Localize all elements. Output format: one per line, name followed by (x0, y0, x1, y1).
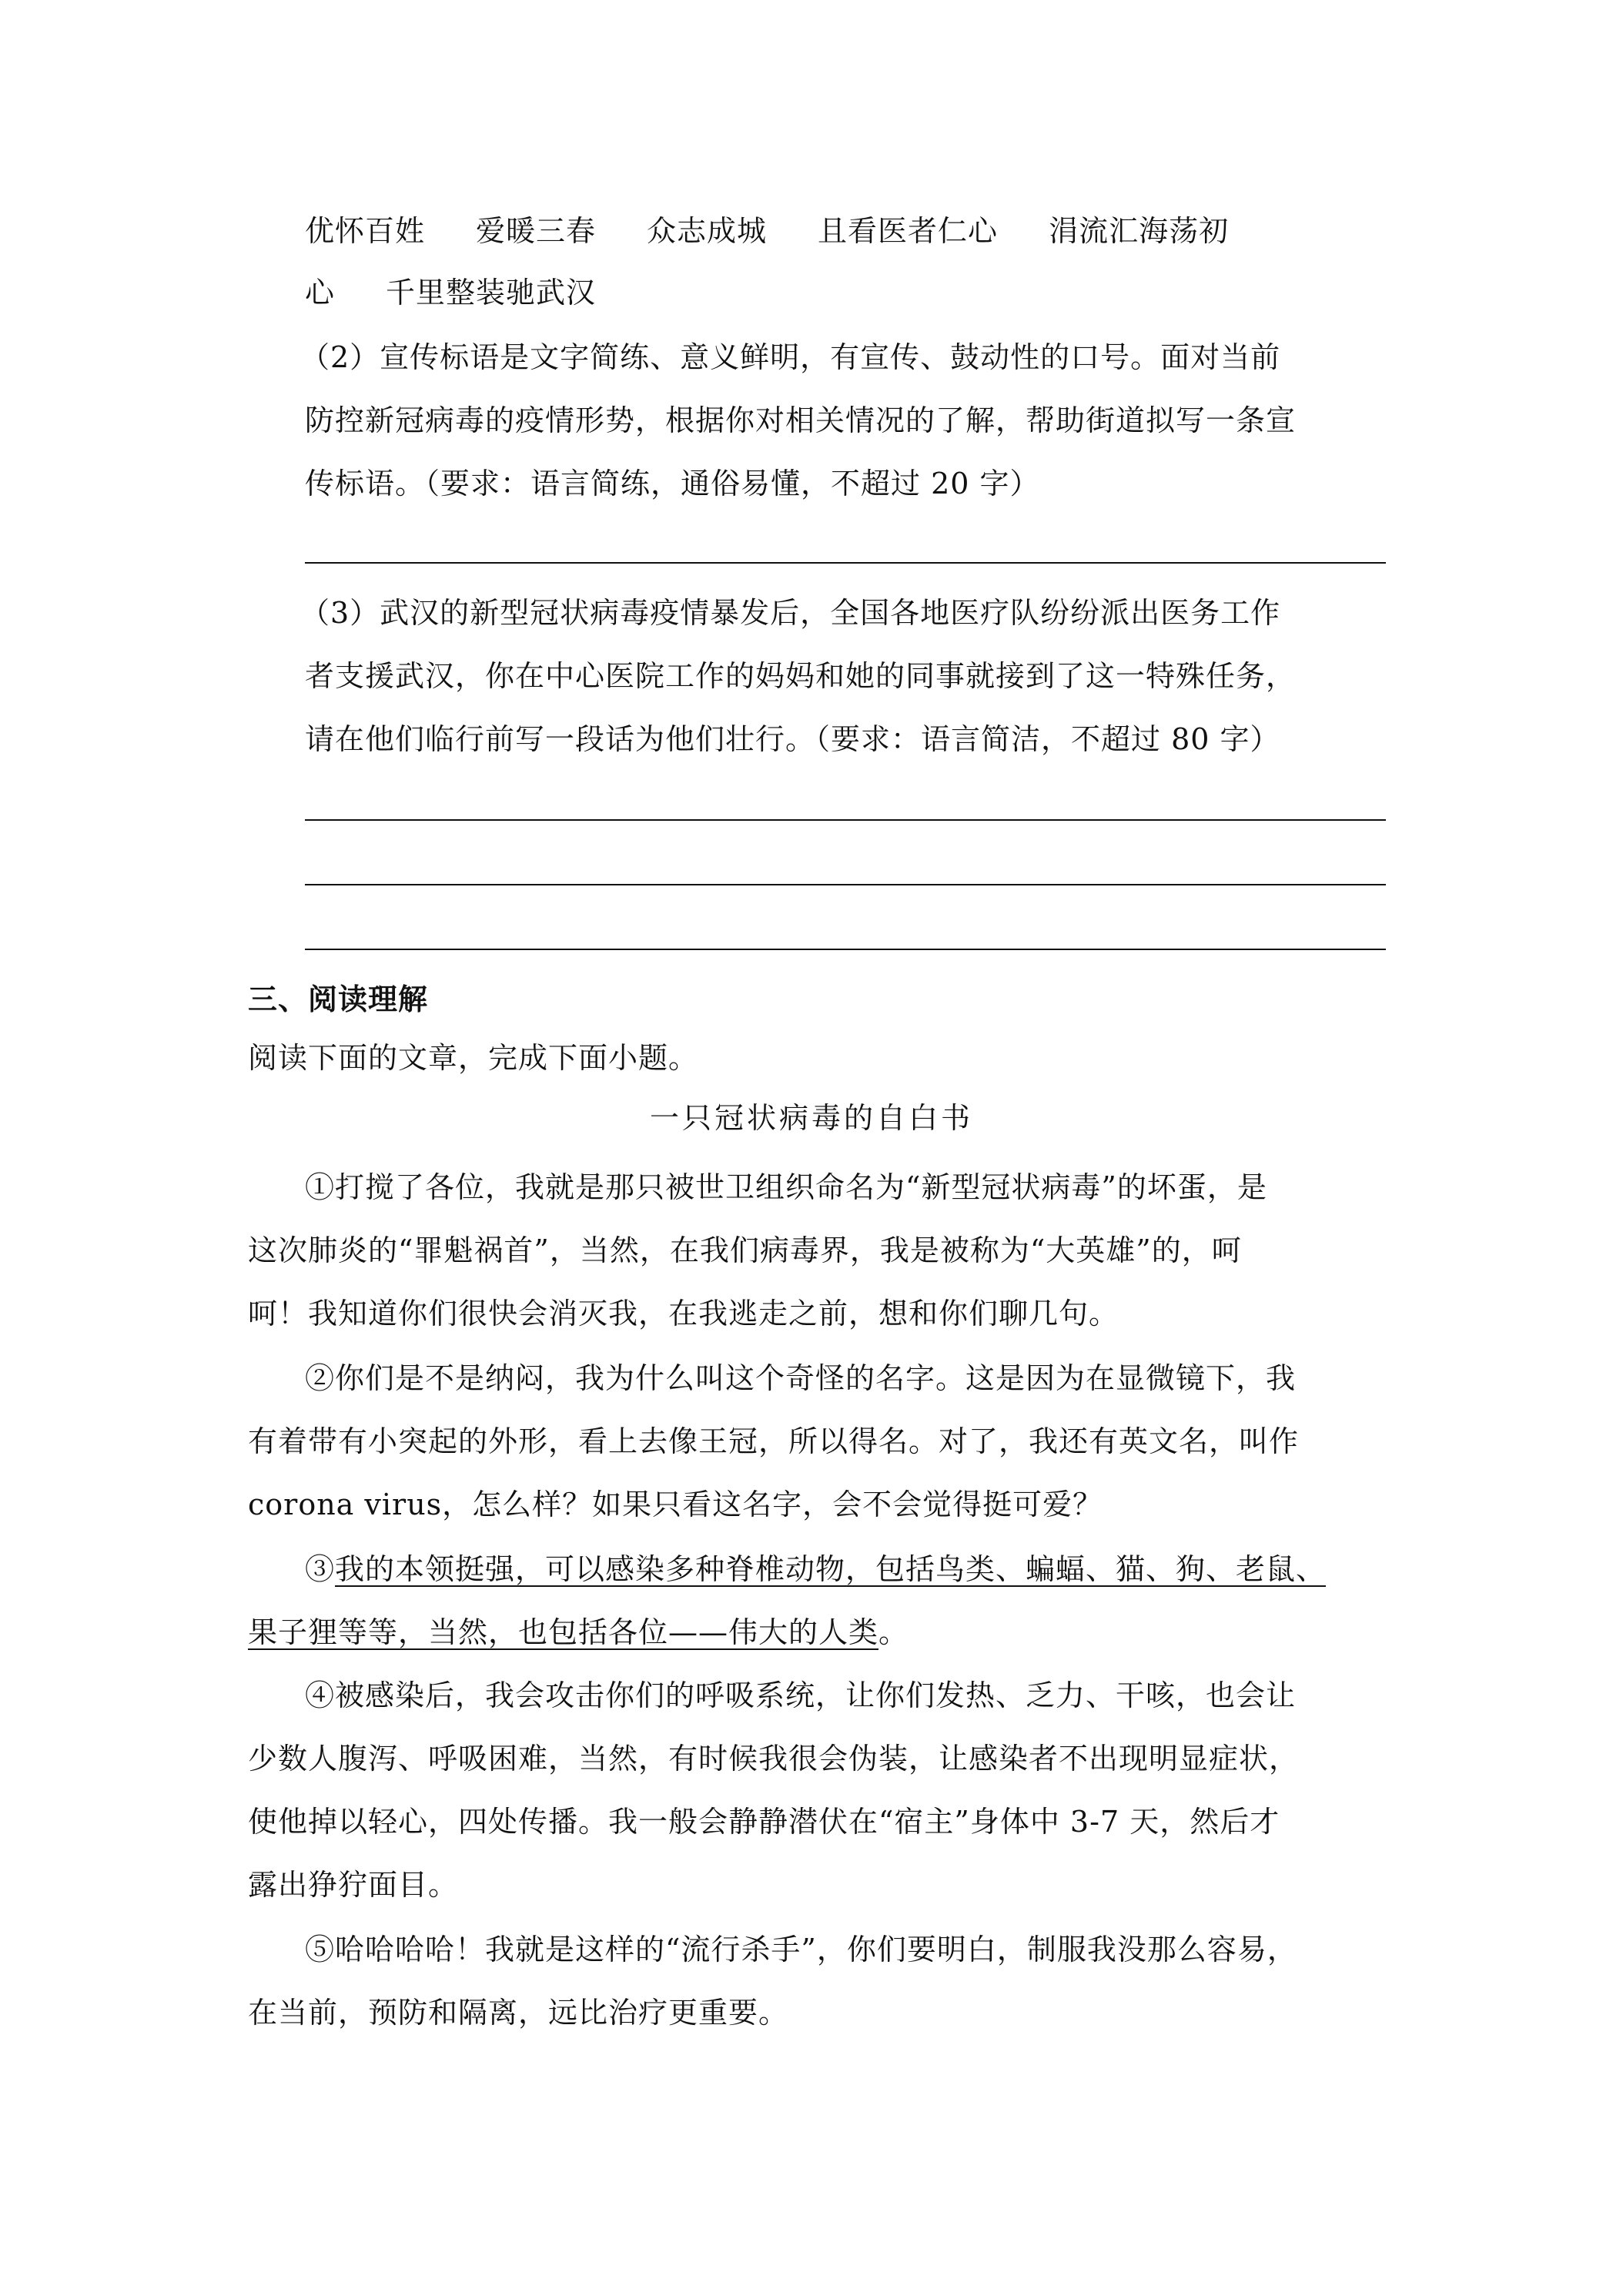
answer-line[interactable] (305, 884, 1386, 885)
question-3-line: （3）武汉的新型冠状病毒疫情暴发后，全国各地医疗队纷纷派出医务工作 (300, 596, 1281, 630)
answer-line[interactable] (305, 562, 1386, 564)
question-2-line: 防控新冠病毒的疫情形势，根据你对相关情况的了解，帮助街道拟写一条宣 (305, 403, 1297, 437)
paragraph-5-line: ⑤哈哈哈哈！我就是这样的“流行杀手”，你们要明白，制服我没那么容易， (305, 1933, 1297, 1966)
question-2-line: （2）宣传标语是文字简练、意义鲜明，有宣传、鼓动性的口号。面对当前 (300, 340, 1281, 374)
paragraph-1-line: 这次肺炎的“罪魁祸首”，当然，在我们病毒界，我是被称为“大英雄”的，呵 (248, 1233, 1242, 1267)
paragraph-1-line: 呵！我知道你们很快会消灭我，在我逃走之前，想和你们聊几句。 (248, 1297, 1119, 1330)
section-instruction: 阅读下面的文章，完成下面小题。 (248, 1041, 699, 1075)
slogan-options-line-1 (305, 213, 1229, 249)
paragraph-3-line (305, 1551, 1326, 1588)
slogan-option: 且看医者仁心 (818, 214, 999, 248)
slogan-option: 千里整装驰武汉 (386, 276, 597, 310)
paragraph-5-line: 在当前，预防和隔离，远比治疗更重要。 (248, 1996, 789, 2030)
section-heading: 三、阅读理解 (248, 982, 429, 1016)
question-3-line: 请在他们临行前写一段话为他们壮行。（要求：语言简洁，不超过 80 字） (305, 722, 1280, 756)
underlined-sentence: 果子狸等等，当然，也包括各位——伟大的人类 (248, 1615, 879, 1649)
paragraph-4-line: 少数人腹泻、呼吸困难，当然，有时候我很会伪装，让感染者不出现明显症状， (248, 1742, 1300, 1776)
slogan-options-line-2 (305, 274, 596, 311)
paragraph-1-line: ①打搅了各位，我就是那只被世卫组织命名为“新型冠状病毒”的坏蛋，是 (305, 1170, 1267, 1204)
slogan-option: 涓流汇海荡初 (1049, 214, 1230, 248)
sentence-end: 。 (878, 1615, 909, 1649)
article-title: 一只冠状病毒的自白书 (649, 1101, 973, 1135)
paragraph-4-line: 使他掉以轻心，四处传播。我一般会静静潜伏在“宿主”身体中 3-7 天，然后才 (248, 1805, 1280, 1839)
paragraph-3-line (248, 1614, 909, 1651)
slogan-option: 众志成城 (647, 214, 768, 248)
answer-line[interactable] (305, 949, 1386, 950)
paragraph-2-line: 有着带有小突起的外形，看上去像王冠，所以得名。对了，我还有英文名，叫作 (248, 1424, 1300, 1458)
slogan-option: 心 (305, 276, 336, 310)
paragraph-marker: ③ (305, 1552, 336, 1586)
question-2-line: 传标语。（要求：语言简练，通俗易懂，不超过 20 字） (305, 467, 1040, 500)
paragraph-2-line: ②你们是不是纳闷，我为什么叫这个奇怪的名字。这是因为在显微镜下，我 (305, 1361, 1297, 1395)
paragraph-4-line: 露出狰狞面目。 (248, 1868, 459, 1902)
paragraph-4-line: ④被感染后，我会攻击你们的呼吸系统，让你们发热、乏力、干咳，也会让 (305, 1678, 1297, 1712)
slogan-option: 爱暖三春 (476, 214, 597, 248)
question-3-line: 者支援武汉，你在中心医院工作的妈妈和她的同事就接到了这一特殊任务， (305, 659, 1297, 693)
slogan-option: 优怀百姓 (305, 214, 426, 248)
paragraph-2-line: corona virus，怎么样？如果只看这名字，会不会觉得挺可爱？ (248, 1488, 1103, 1521)
answer-line[interactable] (305, 819, 1386, 821)
underlined-sentence: 我的本领挺强，可以感染多种脊椎动物，包括鸟类、蝙蝠、猫、狗、老鼠、 (335, 1552, 1327, 1586)
